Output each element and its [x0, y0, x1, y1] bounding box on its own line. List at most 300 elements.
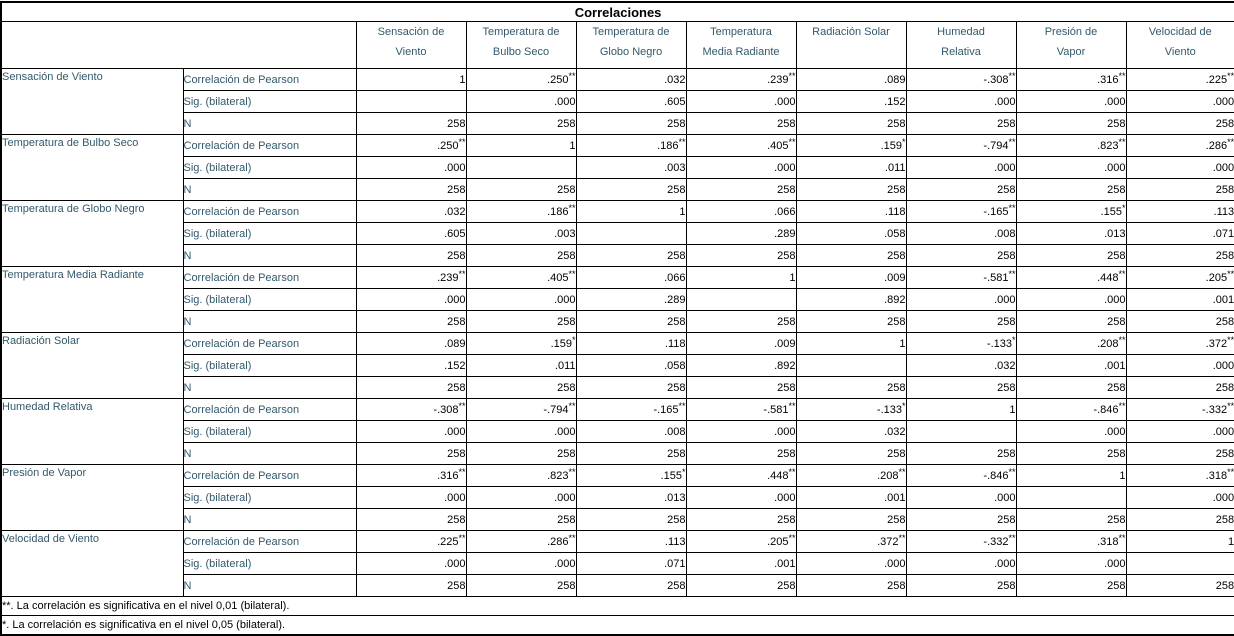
sig-value-cell: .000 [1016, 91, 1126, 113]
significance-stars: ** [568, 70, 576, 81]
n-value-cell: 258 [686, 443, 796, 465]
pearson-value-cell: -.308** [906, 69, 1016, 91]
table-row [1, 377, 1234, 399]
sig-value-cell: .001 [796, 487, 906, 509]
correlation-output [0, 1, 1234, 636]
column-header: Humedad Relativa [906, 22, 1016, 69]
n-value-cell: 258 [1126, 113, 1234, 135]
column-header-row [1, 22, 1234, 69]
sig-value-cell: .032 [796, 421, 906, 443]
sig-value-cell: .000 [1126, 91, 1234, 113]
sig-value-cell: .000 [686, 421, 796, 443]
statistic-label: N [183, 113, 356, 135]
sig-value-cell: .000 [906, 157, 1016, 179]
n-value-cell: 258 [576, 575, 686, 597]
pearson-value-cell: .448** [1016, 267, 1126, 289]
sig-value-cell: .000 [1016, 289, 1126, 311]
significance-stars: ** [1227, 334, 1234, 345]
n-value-cell: 258 [466, 179, 576, 201]
table-row [1, 245, 1234, 267]
sig-value-cell: .605 [356, 223, 466, 245]
n-value-cell: 258 [796, 377, 906, 399]
variable-label: Temperatura de Globo Negro [1, 201, 183, 267]
variable-label: Temperatura Media Radiante [1, 267, 183, 333]
sig-value-cell: .071 [1126, 223, 1234, 245]
table-row [1, 289, 1234, 311]
n-value-cell: 258 [1016, 575, 1126, 597]
pearson-value-cell: -.332** [1126, 399, 1234, 421]
sig-value-cell: .000 [356, 421, 466, 443]
table-title: Correlaciones [1, 2, 1234, 22]
n-value-cell: 258 [1016, 443, 1126, 465]
sig-value-cell: .000 [1126, 157, 1234, 179]
sig-value-cell: .001 [1016, 355, 1126, 377]
n-value-cell: 258 [796, 575, 906, 597]
sig-value-cell: .000 [356, 157, 466, 179]
pearson-value-cell: .250** [356, 135, 466, 157]
pearson-value-cell: .186** [576, 135, 686, 157]
significance-stars: ** [1008, 466, 1016, 477]
pearson-value-cell: .009 [686, 333, 796, 355]
statistic-label: Sig. (bilateral) [183, 157, 356, 179]
statistic-label: Sig. (bilateral) [183, 91, 356, 113]
statistic-label: N [183, 509, 356, 531]
footnote-row [1, 616, 1234, 636]
pearson-value-cell: -.846** [1016, 399, 1126, 421]
table-row [1, 531, 1234, 553]
pearson-value-cell: .318** [1016, 531, 1126, 553]
pearson-value-cell: -.133* [796, 399, 906, 421]
table-row [1, 355, 1234, 377]
pearson-value-cell: .113 [576, 531, 686, 553]
statistic-label: Correlación de Pearson [183, 201, 356, 223]
table-row [1, 509, 1234, 531]
sig-value-cell [576, 223, 686, 245]
sig-value-cell: .605 [576, 91, 686, 113]
significance-stars: ** [788, 136, 796, 147]
column-header: Radiación Solar [796, 22, 906, 69]
n-value-cell: 258 [906, 311, 1016, 333]
title-row [1, 2, 1234, 22]
n-value-cell: 258 [906, 113, 1016, 135]
statistic-label: Correlación de Pearson [183, 69, 356, 91]
pearson-value-cell: 1 [686, 267, 796, 289]
n-value-cell: 258 [356, 179, 466, 201]
n-value-cell: 258 [906, 575, 1016, 597]
n-value-cell: 258 [576, 509, 686, 531]
pearson-value-cell: .250** [466, 69, 576, 91]
table-row [1, 487, 1234, 509]
pearson-value-cell: -.794** [466, 399, 576, 421]
sig-value-cell: .000 [356, 553, 466, 575]
sig-value-cell: .000 [796, 553, 906, 575]
pearson-value-cell: -.581** [686, 399, 796, 421]
pearson-value-cell: .225** [356, 531, 466, 553]
significance-stars: * [901, 400, 906, 411]
sig-value-cell: .289 [686, 223, 796, 245]
pearson-value-cell: .372** [796, 531, 906, 553]
statistic-label: Sig. (bilateral) [183, 421, 356, 443]
pearson-value-cell: .155* [576, 465, 686, 487]
pearson-value-cell: -.794** [906, 135, 1016, 157]
significance-stars: ** [898, 532, 906, 543]
footnote-significance-005: *. La correlación es significativa en el nivel 0,05 (bilateral). [1, 616, 1234, 636]
table-row [1, 575, 1234, 597]
significance-stars: ** [568, 466, 576, 477]
significance-stars: ** [1008, 202, 1016, 213]
sig-value-cell: .000 [466, 421, 576, 443]
pearson-value-cell: .186** [466, 201, 576, 223]
column-header: Temperatura Media Radiante [686, 22, 796, 69]
sig-value-cell [686, 289, 796, 311]
n-value-cell: 258 [1126, 575, 1234, 597]
variable-label: Radiación Solar [1, 333, 183, 399]
pearson-value-cell: .225** [1126, 69, 1234, 91]
n-value-cell: 258 [576, 311, 686, 333]
n-value-cell: 258 [1126, 245, 1234, 267]
sig-value-cell: .058 [796, 223, 906, 245]
pearson-value-cell: .159* [466, 333, 576, 355]
pearson-value-cell: .286** [1126, 135, 1234, 157]
n-value-cell: 258 [466, 509, 576, 531]
sig-value-cell: .892 [796, 289, 906, 311]
statistic-label: Correlación de Pearson [183, 135, 356, 157]
significance-stars: ** [1118, 532, 1126, 543]
pearson-value-cell: 1 [356, 69, 466, 91]
pearson-value-cell: .316** [1016, 69, 1126, 91]
pearson-value-cell: .205** [686, 531, 796, 553]
sig-value-cell: .001 [1126, 289, 1234, 311]
sig-value-cell: .000 [686, 487, 796, 509]
sig-value-cell: .000 [1126, 421, 1234, 443]
n-value-cell: 258 [356, 311, 466, 333]
significance-stars: ** [1008, 532, 1016, 543]
table-row [1, 465, 1234, 487]
significance-stars: ** [568, 532, 576, 543]
n-value-cell: 258 [906, 245, 1016, 267]
variable-label: Velocidad de Viento [1, 531, 183, 597]
significance-stars: ** [1008, 70, 1016, 81]
table-row [1, 223, 1234, 245]
n-value-cell: 258 [466, 113, 576, 135]
footnote-significance-001: **. La correlación es significativa en el nivel 0,01 (bilateral). [1, 597, 1234, 616]
pearson-value-cell: -.846** [906, 465, 1016, 487]
statistic-label: Sig. (bilateral) [183, 553, 356, 575]
pearson-value-cell: .239** [686, 69, 796, 91]
sig-value-cell: .000 [466, 487, 576, 509]
sig-value-cell: .000 [356, 487, 466, 509]
statistic-label: N [183, 443, 356, 465]
table-row [1, 179, 1234, 201]
significance-stars: ** [788, 70, 796, 81]
statistic-label: Correlación de Pearson [183, 465, 356, 487]
n-value-cell: 258 [1016, 245, 1126, 267]
n-value-cell: 258 [356, 245, 466, 267]
sig-value-cell [466, 157, 576, 179]
table-row [1, 399, 1234, 421]
sig-value-cell: .000 [466, 91, 576, 113]
table-row [1, 157, 1234, 179]
correlation-table [0, 1, 1234, 636]
statistic-label: Correlación de Pearson [183, 531, 356, 553]
n-value-cell: 258 [1016, 179, 1126, 201]
significance-stars: ** [1008, 136, 1016, 147]
sig-value-cell: .000 [356, 289, 466, 311]
sig-value-cell: .152 [356, 355, 466, 377]
statistic-label: Correlación de Pearson [183, 399, 356, 421]
header-corner-cell [1, 22, 356, 69]
significance-stars: * [901, 136, 906, 147]
n-value-cell: 258 [906, 179, 1016, 201]
table-row [1, 91, 1234, 113]
n-value-cell: 258 [576, 245, 686, 267]
variable-label: Temperatura de Bulbo Seco [1, 135, 183, 201]
sig-value-cell: .032 [906, 355, 1016, 377]
n-value-cell: 258 [906, 509, 1016, 531]
pearson-value-cell: .159* [796, 135, 906, 157]
n-value-cell: 258 [1016, 509, 1126, 531]
sig-value-cell: .892 [686, 355, 796, 377]
significance-stars: ** [458, 268, 466, 279]
significance-stars: ** [1227, 466, 1234, 477]
n-value-cell: 258 [356, 377, 466, 399]
pearson-value-cell: .155* [1016, 201, 1126, 223]
pearson-value-cell: .208** [1016, 333, 1126, 355]
n-value-cell: 258 [686, 575, 796, 597]
table-row [1, 333, 1234, 355]
variable-label: Humedad Relativa [1, 399, 183, 465]
n-value-cell: 258 [906, 377, 1016, 399]
pearson-value-cell: -.165** [576, 399, 686, 421]
pearson-value-cell: 1 [576, 201, 686, 223]
table-row [1, 267, 1234, 289]
significance-stars: ** [568, 268, 576, 279]
n-value-cell: 258 [796, 113, 906, 135]
pearson-value-cell: 1 [466, 135, 576, 157]
significance-stars: ** [458, 136, 466, 147]
pearson-value-cell: .032 [356, 201, 466, 223]
sig-value-cell [796, 355, 906, 377]
pearson-value-cell: .009 [796, 267, 906, 289]
significance-stars: * [571, 334, 576, 345]
pearson-value-cell: .823** [1016, 135, 1126, 157]
pearson-value-cell: .318** [1126, 465, 1234, 487]
significance-stars: ** [1118, 136, 1126, 147]
n-value-cell: 258 [466, 443, 576, 465]
significance-stars: ** [1118, 400, 1126, 411]
n-value-cell: 258 [356, 575, 466, 597]
footnote-row [1, 597, 1234, 616]
pearson-value-cell: .286** [466, 531, 576, 553]
n-value-cell: 258 [796, 179, 906, 201]
column-header: Sensación de Viento [356, 22, 466, 69]
pearson-value-cell: -.165** [906, 201, 1016, 223]
statistic-label: Sig. (bilateral) [183, 289, 356, 311]
statistic-label: Sig. (bilateral) [183, 223, 356, 245]
table-row [1, 553, 1234, 575]
n-value-cell: 258 [356, 443, 466, 465]
statistic-label: N [183, 377, 356, 399]
pearson-value-cell: .089 [796, 69, 906, 91]
n-value-cell: 258 [796, 443, 906, 465]
sig-value-cell: .013 [576, 487, 686, 509]
column-header: Temperatura de Globo Negro [576, 22, 686, 69]
column-header: Velocidad de Viento [1126, 22, 1234, 69]
pearson-value-cell: -.581** [906, 267, 1016, 289]
pearson-value-cell: .089 [356, 333, 466, 355]
pearson-value-cell: 1 [906, 399, 1016, 421]
significance-stars: ** [1118, 334, 1126, 345]
variable-label: Presión de Vapor [1, 465, 183, 531]
sig-value-cell: .011 [796, 157, 906, 179]
significance-stars: ** [1118, 268, 1126, 279]
table-row [1, 443, 1234, 465]
n-value-cell: 258 [796, 245, 906, 267]
sig-value-cell: .000 [1126, 487, 1234, 509]
significance-stars: ** [458, 466, 466, 477]
n-value-cell: 258 [1126, 509, 1234, 531]
statistic-label: Correlación de Pearson [183, 333, 356, 355]
sig-value-cell: .000 [906, 487, 1016, 509]
pearson-value-cell: .823** [466, 465, 576, 487]
significance-stars: * [1121, 202, 1126, 213]
statistic-label: N [183, 311, 356, 333]
sig-value-cell: .000 [1126, 355, 1234, 377]
n-value-cell: 258 [466, 575, 576, 597]
n-value-cell: 258 [686, 311, 796, 333]
n-value-cell: 258 [1016, 113, 1126, 135]
sig-value-cell: .071 [576, 553, 686, 575]
n-value-cell: 258 [686, 509, 796, 531]
significance-stars: ** [788, 400, 796, 411]
table-row [1, 135, 1234, 157]
statistic-label: Correlación de Pearson [183, 267, 356, 289]
n-value-cell: 258 [466, 245, 576, 267]
sig-value-cell: .000 [686, 157, 796, 179]
significance-stars: ** [1008, 268, 1016, 279]
significance-stars: ** [1227, 136, 1234, 147]
sig-value-cell [1016, 487, 1126, 509]
sig-value-cell: .000 [906, 91, 1016, 113]
statistic-label: Sig. (bilateral) [183, 355, 356, 377]
n-value-cell: 258 [686, 179, 796, 201]
pearson-value-cell: .205** [1126, 267, 1234, 289]
pearson-value-cell: -.133* [906, 333, 1016, 355]
significance-stars: * [681, 466, 686, 477]
significance-stars: ** [678, 136, 686, 147]
pearson-value-cell: .448** [686, 465, 796, 487]
variable-label: Sensación de Viento [1, 69, 183, 135]
pearson-value-cell: .066 [576, 267, 686, 289]
table-row [1, 69, 1234, 91]
significance-stars: ** [568, 400, 576, 411]
pearson-value-cell: 1 [796, 333, 906, 355]
significance-stars: ** [678, 400, 686, 411]
n-value-cell: 258 [686, 113, 796, 135]
pearson-value-cell: .032 [576, 69, 686, 91]
table-row [1, 421, 1234, 443]
n-value-cell: 258 [466, 311, 576, 333]
pearson-value-cell: .113 [1126, 201, 1234, 223]
sig-value-cell: .003 [576, 157, 686, 179]
n-value-cell: 258 [1126, 179, 1234, 201]
n-value-cell: 258 [796, 311, 906, 333]
significance-stars: ** [788, 466, 796, 477]
sig-value-cell: .000 [466, 553, 576, 575]
table-row [1, 113, 1234, 135]
n-value-cell: 258 [1126, 311, 1234, 333]
sig-value-cell: .003 [466, 223, 576, 245]
pearson-value-cell: .118 [576, 333, 686, 355]
significance-stars: * [1011, 334, 1016, 345]
n-value-cell: 258 [576, 443, 686, 465]
sig-value-cell: .013 [1016, 223, 1126, 245]
n-value-cell: 258 [1016, 377, 1126, 399]
pearson-value-cell: .118 [796, 201, 906, 223]
n-value-cell: 258 [906, 443, 1016, 465]
pearson-value-cell: .239** [356, 267, 466, 289]
pearson-value-cell: .372** [1126, 333, 1234, 355]
sig-value-cell: .011 [466, 355, 576, 377]
significance-stars: ** [898, 466, 906, 477]
n-value-cell: 258 [1016, 311, 1126, 333]
sig-value-cell: .008 [906, 223, 1016, 245]
n-value-cell: 258 [356, 509, 466, 531]
pearson-value-cell: 1 [1126, 531, 1234, 553]
column-header: Presión de Vapor [1016, 22, 1126, 69]
sig-value-cell: .289 [576, 289, 686, 311]
n-value-cell: 258 [576, 179, 686, 201]
n-value-cell: 258 [686, 377, 796, 399]
n-value-cell: 258 [576, 377, 686, 399]
sig-value-cell [1126, 553, 1234, 575]
n-value-cell: 258 [356, 113, 466, 135]
significance-stars: ** [1227, 400, 1234, 411]
pearson-value-cell: .208** [796, 465, 906, 487]
pearson-value-cell: .405** [466, 267, 576, 289]
sig-value-cell: .152 [796, 91, 906, 113]
n-value-cell: 258 [686, 245, 796, 267]
pearson-value-cell: -.332** [906, 531, 1016, 553]
column-header: Temperatura de Bulbo Seco [466, 22, 576, 69]
sig-value-cell: .008 [576, 421, 686, 443]
significance-stars: ** [458, 532, 466, 543]
n-value-cell: 258 [576, 113, 686, 135]
statistic-label: Sig. (bilateral) [183, 487, 356, 509]
statistic-label: N [183, 575, 356, 597]
significance-stars: ** [788, 532, 796, 543]
significance-stars: ** [568, 202, 576, 213]
pearson-value-cell: -.308** [356, 399, 466, 421]
pearson-value-cell: .405** [686, 135, 796, 157]
pearson-value-cell: .066 [686, 201, 796, 223]
sig-value-cell: .000 [1016, 421, 1126, 443]
pearson-value-cell: .316** [356, 465, 466, 487]
significance-stars: ** [1118, 70, 1126, 81]
sig-value-cell: .000 [906, 553, 1016, 575]
sig-value-cell: .000 [686, 91, 796, 113]
statistic-label: N [183, 179, 356, 201]
sig-value-cell: .000 [1016, 553, 1126, 575]
n-value-cell: 258 [1126, 377, 1234, 399]
sig-value-cell: .000 [466, 289, 576, 311]
statistic-label: N [183, 245, 356, 267]
n-value-cell: 258 [466, 377, 576, 399]
n-value-cell: 258 [1126, 443, 1234, 465]
significance-stars: ** [1227, 268, 1234, 279]
sig-value-cell [356, 91, 466, 113]
n-value-cell: 258 [796, 509, 906, 531]
